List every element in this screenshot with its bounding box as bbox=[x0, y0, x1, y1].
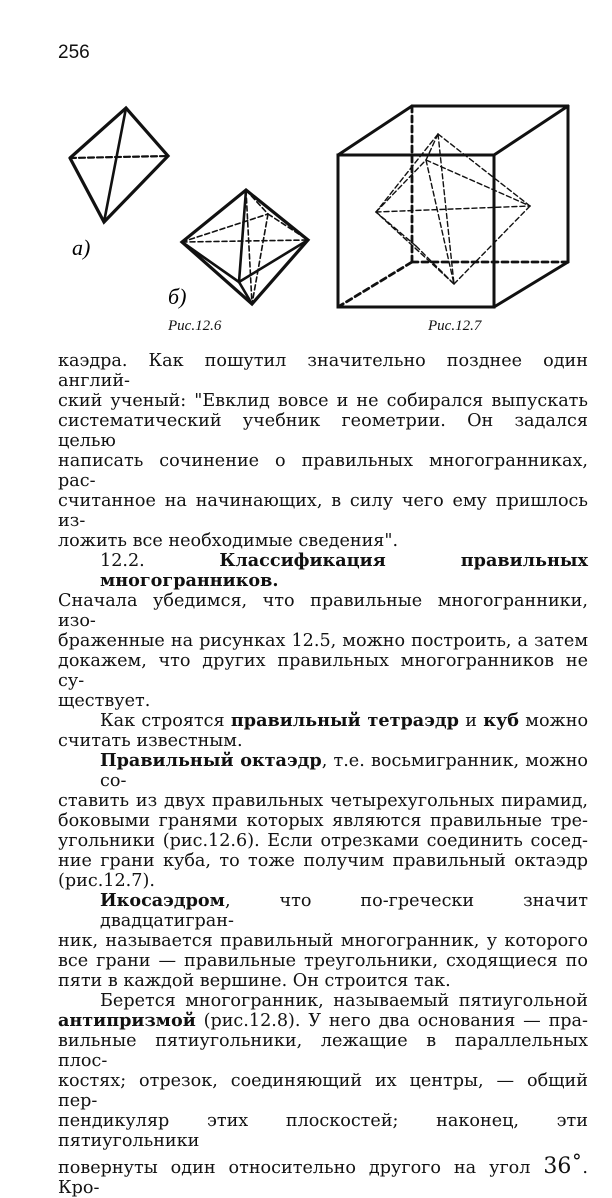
text-line: пендикуляр этих плоскостей; наконец, эти пятиугольники bbox=[58, 1111, 588, 1151]
text-line: Сначала убедимся, что правильные многогранники, изо- bbox=[58, 591, 588, 631]
text-run: , что по-гречески значит двадцатигран- bbox=[100, 891, 588, 931]
text-run: (рис.12.8). У него два основания — пра- bbox=[195, 1011, 588, 1031]
text-line: считанное на начинающих, в силу чего ему пришлось из- bbox=[58, 491, 588, 531]
text-line: боковыми гранями которых являются правильные тре- bbox=[58, 811, 588, 831]
text-line: (рис.12.7). bbox=[58, 871, 155, 891]
paragraph-icosahedron bbox=[58, 891, 588, 991]
text-line bbox=[58, 1011, 588, 1031]
text-line: докажем, что других правильных многогранников не су- bbox=[58, 651, 588, 691]
text-line: систематический учебник геометрии. Он задался целью bbox=[58, 411, 588, 451]
figure-a-label: a) bbox=[72, 235, 91, 260]
term-icosahedron: Икосаэдром bbox=[100, 890, 225, 911]
text-line: ник, называется правильный многогранник, у которого bbox=[58, 931, 588, 951]
text-run: повернуты один относительно другого на угол bbox=[58, 1158, 531, 1178]
octahedron-figure bbox=[182, 190, 308, 304]
paragraph-section-12-2 bbox=[58, 551, 588, 711]
term-tetrahedron: правильный тетраэдр bbox=[230, 710, 459, 731]
text-line: каэдра. Как пошутил значительно позднее один англий- bbox=[58, 351, 588, 391]
text-line: пяти в каждой вершине. Он строится так. bbox=[58, 971, 451, 991]
tetrahedron-figure bbox=[70, 108, 168, 222]
text-run: . Кро- bbox=[58, 1158, 589, 1198]
figure-b-label: б) bbox=[168, 284, 187, 309]
paragraph-1 bbox=[58, 351, 588, 551]
text-line: костях; отрезок, соединяющий их центры, — общий пер- bbox=[58, 1071, 588, 1111]
page-number: 256 bbox=[58, 42, 90, 63]
section-heading-line bbox=[58, 551, 588, 591]
text-line: вильные пятиугольники, лежащие в параллельных плос- bbox=[58, 1031, 588, 1071]
text-run: , т.е. восьмигранник, можно со- bbox=[100, 751, 589, 791]
text-line: угольники (рис.12.6). Если отрезками соединить сосед- bbox=[58, 831, 588, 851]
section-number: 12.2. bbox=[100, 551, 145, 571]
term-antiprism: антипризмой bbox=[58, 1010, 196, 1031]
text-line: все грани — правильные треугольники, сходящиеся по bbox=[58, 951, 588, 971]
text-line bbox=[58, 711, 588, 731]
text-line: ский ученый: "Евклид вовсе и не собирался выпускать bbox=[58, 391, 588, 411]
text-run: можно bbox=[525, 711, 589, 731]
text-run: Как строятся bbox=[100, 711, 225, 731]
text-line bbox=[58, 751, 588, 791]
figure-caption-12-6: Рис.12.6 bbox=[168, 318, 222, 334]
angle-value: 36˚ bbox=[543, 1154, 583, 1179]
text-line: ществует. bbox=[58, 691, 151, 711]
body-text bbox=[58, 351, 588, 1198]
text-line: считать известным. bbox=[58, 731, 243, 751]
term-cube: куб bbox=[483, 710, 519, 731]
paragraph-octahedron bbox=[58, 751, 588, 891]
text-line: браженные на рисунках 12.5, можно построить, а затем bbox=[58, 631, 588, 651]
text-line: написать сочинение о правильных многогранниках, рас- bbox=[58, 451, 588, 491]
text-line: ложить все необходимые сведения". bbox=[58, 531, 399, 551]
term-octahedron: Правильный октаэдр bbox=[100, 750, 322, 771]
text-run: и bbox=[465, 711, 477, 731]
figure-caption-12-7: Рис.12.7 bbox=[428, 318, 482, 334]
paragraph-antiprism bbox=[58, 991, 588, 1198]
text-line bbox=[58, 891, 588, 931]
section-heading: Классификация правильных многогранников. bbox=[100, 550, 588, 591]
cube-figure bbox=[338, 106, 568, 307]
text-line: Берется многогранник, называемый пятиугольной bbox=[100, 991, 588, 1011]
figures-area bbox=[0, 0, 612, 345]
paragraph-tetrahedron-cube bbox=[58, 711, 588, 751]
text-line: ставить из двух правильных четырехугольных пирамид, bbox=[58, 791, 588, 811]
text-line: ние грани куба, то тоже получим правильный октаэдр bbox=[58, 851, 588, 871]
text-line bbox=[58, 1154, 589, 1198]
